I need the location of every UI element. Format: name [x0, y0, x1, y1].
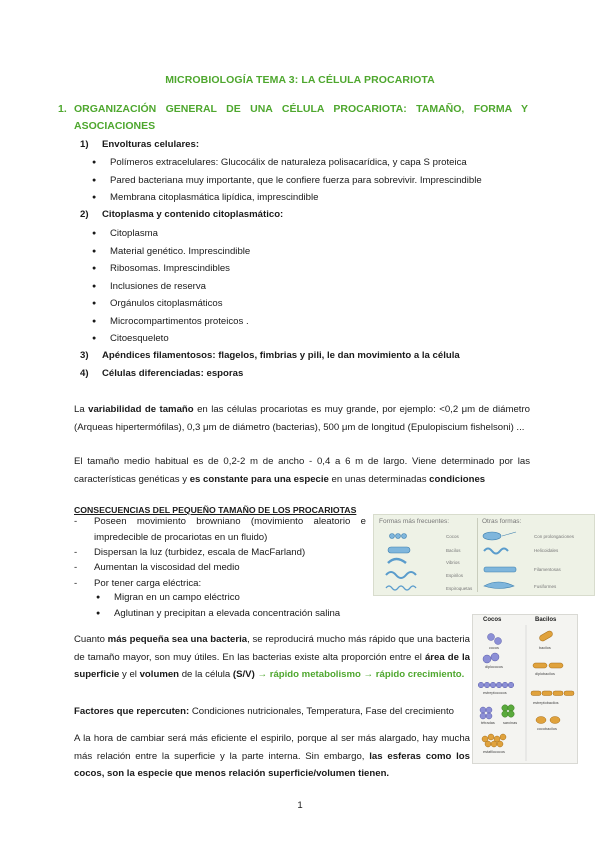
list-item: ● Microcompartimentos proteicos .	[92, 316, 249, 327]
bullet-icon: ●	[92, 177, 97, 184]
list-item: ● Citoplasma	[92, 228, 158, 239]
subsection-label: Apéndices filamentosos: flagelos, fimbrias y pili, le dan movimiento a la célula	[102, 350, 460, 361]
subsection-number: 4)	[80, 368, 89, 379]
bullet-icon: ●	[92, 318, 97, 325]
figure-left-heading: Formas más frecuentes:	[379, 518, 450, 525]
section-heading-1	[58, 101, 528, 135]
figure-col1-heading: Cocos	[483, 617, 502, 623]
bacteria-shapes-figure: Formas más frecuentes: Otras formas: Cocos Bacilos Vibrios Espirilos Espiroquetas Con prolongaciones Helicoidales Filamentosas Fusiformes	[373, 514, 595, 596]
bullet-icon: ●	[92, 194, 97, 201]
paragraph-spirilla: A la hora de cambiar será más eficiente el espirilo, porque al ser más alargado, hay mucha más relación entre la superficie y la parte interna. Sin embargo, las esferas como los cocos, son la especie que menos relación superficie/volumen tienen.	[74, 733, 470, 779]
document-title: MICROBIOLOGÍA TEMA 3: LA CÉLULA PROCARIOTA	[165, 74, 435, 86]
subsection-3	[80, 350, 460, 361]
subsection-number: 1)	[80, 139, 89, 150]
figure-right-heading: Otras formas:	[482, 518, 522, 525]
list-item: ● Pared bacteriana muy importante, que le confiere fuerza para sobrevivir. Imprescindible	[92, 175, 482, 186]
bullet-icon: ●	[92, 248, 97, 255]
page-number: 1	[297, 800, 303, 811]
list-item: - Aumentan la viscosidad del medio	[74, 562, 240, 573]
subsection-label: Células diferenciadas: esporas	[102, 368, 244, 379]
bullet-icon: ●	[92, 335, 97, 342]
paragraph-average-size: El tamaño medio habitual es de 0,2-2 m de ancho - 0,4 a 6 m de largo. Viene determinado por las características genéticas y es constante para una especie en unas determinadas condiciones	[74, 456, 530, 485]
bullet-icon: ●	[96, 594, 101, 601]
subsection-1	[80, 139, 199, 150]
list-item: ● Orgánulos citoplasmáticos	[92, 298, 223, 309]
list-item: ● Inclusiones de reserva	[92, 281, 206, 292]
list-item: ● Membrana citoplasmática lipídica, imprescindible	[92, 192, 319, 203]
list-item: ● Citoesqueleto	[92, 333, 169, 344]
subsection-label: Citoplasma y contenido citoplasmático:	[102, 209, 284, 220]
bullet-icon: ●	[92, 300, 97, 307]
subsection-4	[80, 368, 243, 379]
subsection-number: 3)	[80, 350, 89, 361]
bullet-icon: ●	[96, 610, 101, 617]
list-item: - Dispersan la luz (turbidez, escala de MacFarland)	[74, 547, 306, 558]
subsection-number: 2)	[80, 209, 89, 220]
list-item: ● Ribosomas. Imprescindibles	[92, 263, 230, 274]
list-item: ● Migran en un campo eléctrico	[96, 592, 240, 603]
consequences-heading: CONSECUENCIAS DEL PEQUEÑO TAMAÑO DE LOS PROCARIOTAS	[74, 505, 357, 515]
bacteria-shapes-drawing	[374, 515, 596, 597]
list-item: - Poseen movimiento browniano (movimiento aleatorio e impredecible de procariotas en un fluido)	[74, 516, 366, 543]
list-item: ● Material genético. Imprescindible	[92, 246, 251, 257]
section-title: ORGANIZACIÓN GENERAL DE UNA CÉLULA PROCARIOTA: TAMAÑO, FORMA Y ASOCIACIONES	[74, 103, 528, 132]
figure-col2-heading: Bacilos	[535, 617, 557, 623]
section-number: 1.	[58, 103, 67, 115]
bullet-icon: ●	[92, 283, 97, 290]
cocci-bacilli-figure: Cocos Bacilos cocos diplococos estreptococos tétradas sarcinas estafilococos bacilos diplobacilos estreptobacilos cocobacilos	[472, 614, 578, 764]
subsection-2	[80, 209, 283, 220]
list-item: ● Polímeros extracelulares: Glucocálix de naturaleza polisacarídica, y capa S proteica	[92, 157, 467, 168]
paragraph-factors: Factores que repercuten: Condiciones nutricionales, Temperatura, Fase del crecimiento	[74, 706, 455, 717]
cocci-bacilli-drawing	[473, 615, 579, 765]
bullet-icon: ●	[92, 159, 97, 166]
list-item: ● Aglutinan y precipitan a elevada concentración salina	[96, 608, 341, 619]
bullet-icon: ●	[92, 265, 97, 272]
bullet-icon: ●	[92, 230, 97, 237]
paragraph-size-variability: La variabilidad de tamaño en las células procariotas es muy grande, por ejemplo: <0,2 μm de diámetro (Arqueas hipertermófilas), 0,3 μm de diámetro (bacterias), 500 μm de longitud (Epulopiscium fishelsoni) ...	[74, 404, 530, 433]
list-item: - Por tener carga eléctrica:	[74, 578, 202, 589]
paragraph-surface-volume: Cuanto más pequeña sea una bacteria, se reproducirá mucho más rápido que una bacteria de tamaño mayor, son muy útiles. En las bacterias existe alta proporción entre el área de la superficie y el volumen de la célula (S/V) → rápido metabolismo → rápido crecimiento.	[74, 634, 470, 680]
subsection-label: Envolturas celulares:	[102, 139, 200, 150]
